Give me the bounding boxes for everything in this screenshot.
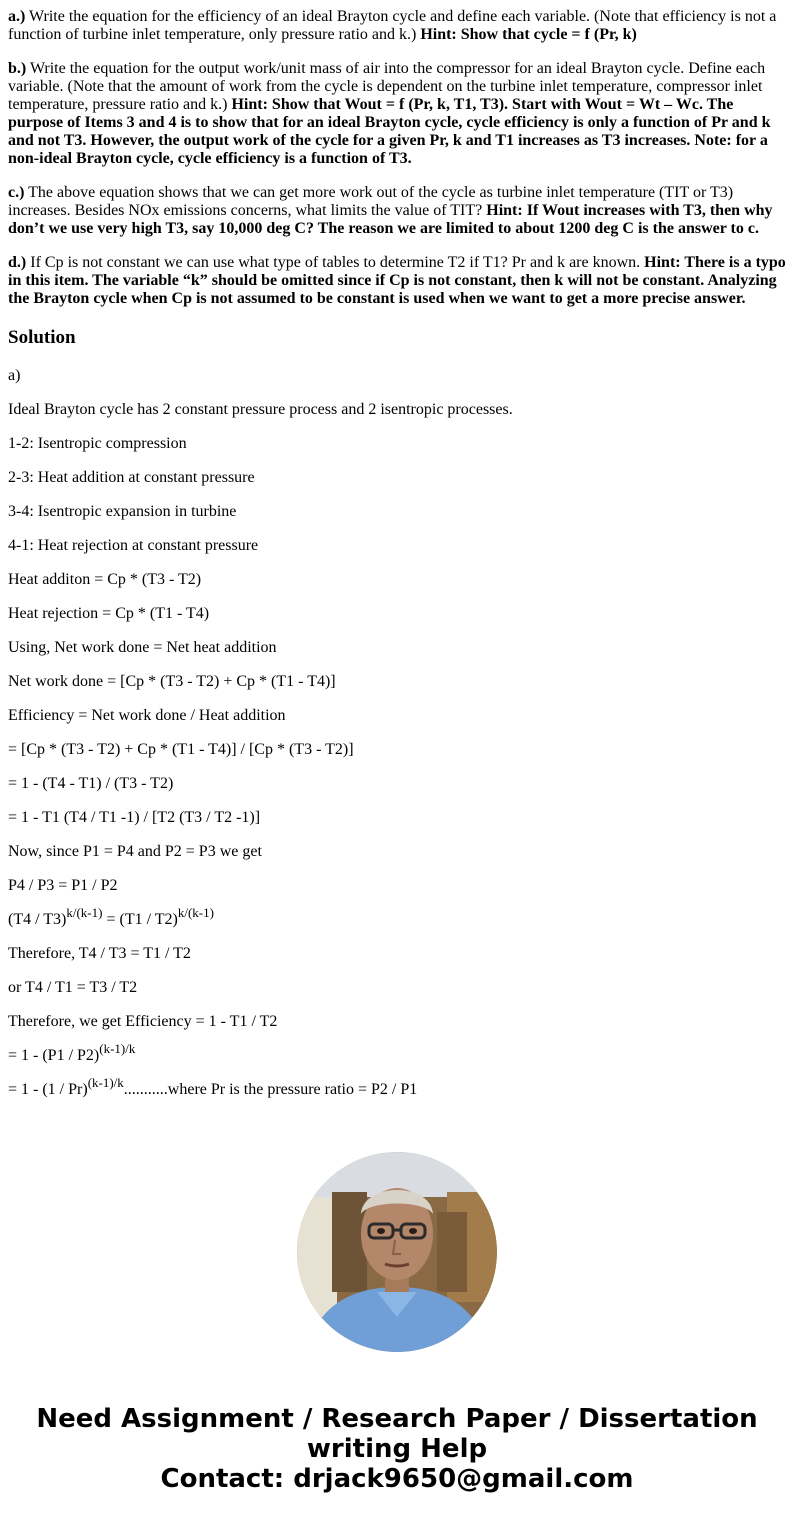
solution-line: Now, since P1 = P4 and P2 = P3 we get	[8, 843, 262, 860]
solution-line: Heat additon = Cp * (T3 - T2)	[8, 571, 202, 588]
solution-line: 3-4: Isentropic expansion in turbine	[8, 503, 237, 520]
solution-line: or T4 / T1 = T3 / T2	[8, 979, 138, 996]
question-hint: Hint: If Wout increases with T3, then why don’t we use very high T3, say 10,000 deg C? The reason we are limited to about 1200 deg C is the answer to c.	[8, 202, 773, 237]
pressure-ratio-equation	[8, 1040, 786, 1065]
question-label: b.)	[8, 60, 27, 77]
equation-part: (T4 / T3)	[8, 911, 67, 928]
solution-line: Using, Net work done = Net heat addition	[8, 639, 277, 656]
equation-part: ...........where Pr is the pressure ratio = P2 / P1	[123, 1081, 418, 1098]
question-list	[8, 8, 786, 308]
solution-line: Heat rejection = Cp * (T1 - T4)	[8, 605, 210, 622]
equation-exponent: k/(k-1)	[177, 904, 214, 920]
question-b	[8, 60, 786, 168]
solution-line: Ideal Brayton cycle has 2 constant pressure process and 2 isentropic processes.	[8, 401, 513, 418]
banner-headline: Need Assignment / Research Paper / Dissertation writing Help	[36, 1404, 758, 1464]
solution-line: Net work done = [Cp * (T3 - T2) + Cp * (T1 - T4)]	[8, 673, 336, 690]
question-label: a.)	[8, 8, 26, 25]
question-text: If Cp is not constant we can use what type of tables to determine T2 if T1? Pr and k are known.	[26, 254, 645, 271]
solution-line: 2-3: Heat addition at constant pressure	[8, 469, 255, 486]
solution-heading: Solution	[8, 327, 76, 348]
question-text: Write the equation for the efficiency of an ideal Brayton cycle and define each variable. (Note that efficiency is not a function of turbine inlet temperature, only pressure ratio and k.)	[8, 8, 777, 43]
solution-body	[8, 367, 786, 1099]
equation-exponent: k/(k-1)	[66, 904, 103, 920]
equation-part: = 1 - (1 / Pr)	[8, 1081, 88, 1098]
question-hint: Hint: There is a typo in this item. The variable “k” should be omitted since if Cp is not constant, then k will not be constant. Analyzing the Brayton cycle when Cp is not assumed to be constant is used when we want to get a more precise answer.	[8, 254, 786, 307]
question-text: The above equation shows that we can get more work out of the cycle as turbine inlet temperature (TIT or T3) increases. Besides NOx emissions concerns, what limits the value of TIT?	[8, 184, 734, 219]
question-a	[8, 8, 786, 44]
equation-part: = (T1 / T2)	[102, 911, 178, 928]
solution-line: = 1 - (T4 - T1) / (T3 - T2)	[8, 775, 174, 792]
exponent-equation	[8, 904, 786, 929]
question-d	[8, 254, 786, 308]
question-c	[8, 184, 786, 238]
contact-banner	[0, 1404, 794, 1494]
equation-part: = 1 - (P1 / P2)	[8, 1047, 100, 1064]
solution-line: a)	[8, 367, 21, 384]
equation-exponent: (k-1)/k	[99, 1040, 136, 1056]
question-label: c.)	[8, 184, 25, 201]
solution-line: 1-2: Isentropic compression	[8, 435, 187, 452]
solution-line: 4-1: Heat rejection at constant pressure	[8, 537, 259, 554]
solution-line: P4 / P3 = P1 / P2	[8, 877, 118, 894]
question-text: Write the equation for the output work/unit mass of air into the compressor for an ideal Brayton cycle. Define each variable. (Note that the amount of work from the cycle is dependent on the turbine inlet temperature, compressor inlet temperature, pressure ratio and k.)	[8, 60, 766, 113]
equation-exponent: (k-1)/k	[87, 1074, 124, 1090]
avatar	[297, 1152, 497, 1352]
question-hint: Hint: Show that Wout = f (Pr, k, T1, T3). Start with Wout = Wt – Wc. The purpose of Items 3 and 4 is to show that for an ideal Brayton cycle, cycle efficiency is only a function of Pr and k and not T3. However, the output work of the cycle for a given Pr, k and T1 increases as T3 increases. Note: for a non-ideal Brayton cycle, cycle efficiency is a function of T3.	[8, 96, 771, 167]
solution-line: Efficiency = Net work done / Heat addition	[8, 707, 286, 724]
solution-line: = 1 - T1 (T4 / T1 -1) / [T2 (T3 / T2 -1)]	[8, 809, 261, 826]
solution-line: = [Cp * (T3 - T2) + Cp * (T1 - T4)] / [Cp * (T3 - T2)]	[8, 741, 354, 758]
solution-line: Therefore, we get Efficiency = 1 - T1 / T2	[8, 1013, 278, 1030]
question-hint: Hint: Show that cycle = f (Pr, k)	[420, 26, 637, 43]
solution-line: Therefore, T4 / T3 = T1 / T2	[8, 945, 191, 962]
banner-contact: Contact: drjack9650@gmail.com	[160, 1464, 634, 1494]
author-photo	[297, 1152, 497, 1352]
question-label: d.)	[8, 254, 27, 271]
pressure-ratio-final	[8, 1074, 786, 1099]
